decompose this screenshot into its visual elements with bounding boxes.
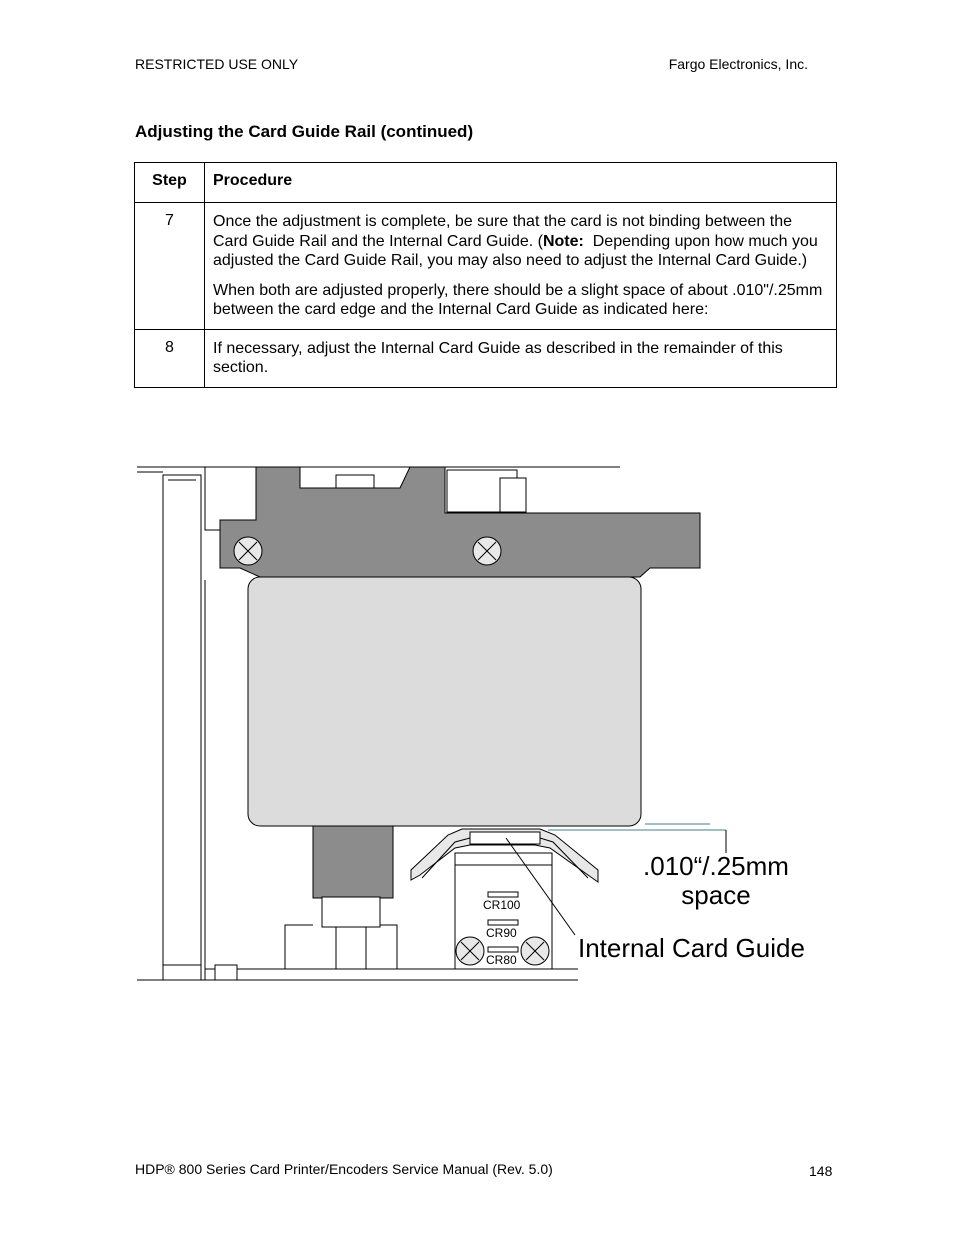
table-row <box>135 203 837 330</box>
slot-label-cr100: CR100 <box>483 898 521 912</box>
screw-icon <box>473 537 501 565</box>
table-header-row <box>135 163 837 203</box>
step-column-header: Step <box>135 163 205 203</box>
screw-icon <box>521 937 549 965</box>
roller <box>163 475 201 980</box>
header-restricted: RESTRICTED USE ONLY <box>135 56 299 72</box>
procedure-text <box>205 203 837 330</box>
procedure-column-header: Procedure <box>205 163 837 203</box>
table-row <box>135 329 837 387</box>
step-number: 7 <box>135 203 205 330</box>
screw-icon <box>456 937 484 965</box>
procedure-paragraph <box>213 212 828 271</box>
internal-card-guide-label: Internal Card Guide <box>578 933 805 963</box>
page-number: 148 <box>809 1163 833 1179</box>
card <box>248 577 641 826</box>
card-guide-diagram <box>134 462 824 992</box>
footer-manual-title: HDP® 800 Series Card Printer/Encoders Service Manual (Rev. 5.0) <box>135 1161 553 1177</box>
procedure-text <box>205 329 837 387</box>
procedure-paragraph: If necessary, adjust the Internal Card Guide as described in the remainder of this section. <box>213 339 783 376</box>
step-number: 8 <box>135 329 205 387</box>
slot-label-cr90: CR90 <box>486 926 517 940</box>
procedure-text-part: Depending upon how much you adjusted the Card Guide Rail, you may also need to adjust the Internal Card Guide.) <box>213 232 823 269</box>
space-label: .010“/.25mm <box>643 851 789 881</box>
procedure-table <box>134 162 837 388</box>
header-company: Fargo Electronics, Inc. <box>668 56 808 72</box>
screw-icon <box>234 537 262 565</box>
slot-label-cr80: CR80 <box>486 953 517 967</box>
note-label: Note: <box>542 232 584 250</box>
procedure-paragraph: When both are adjusted properly, there should be a slight space of about .010"/.25mm between the card edge and the Internal Card Guide as indicated here: <box>213 281 823 318</box>
section-title: Adjusting the Card Guide Rail (continued) <box>135 122 474 141</box>
space-label: space <box>681 880 751 910</box>
procedure-text-part: Once the adjustment is complete, be sure that the card is not binding between the Card Guide Rail and the Internal Card Guide. ( <box>213 213 793 250</box>
